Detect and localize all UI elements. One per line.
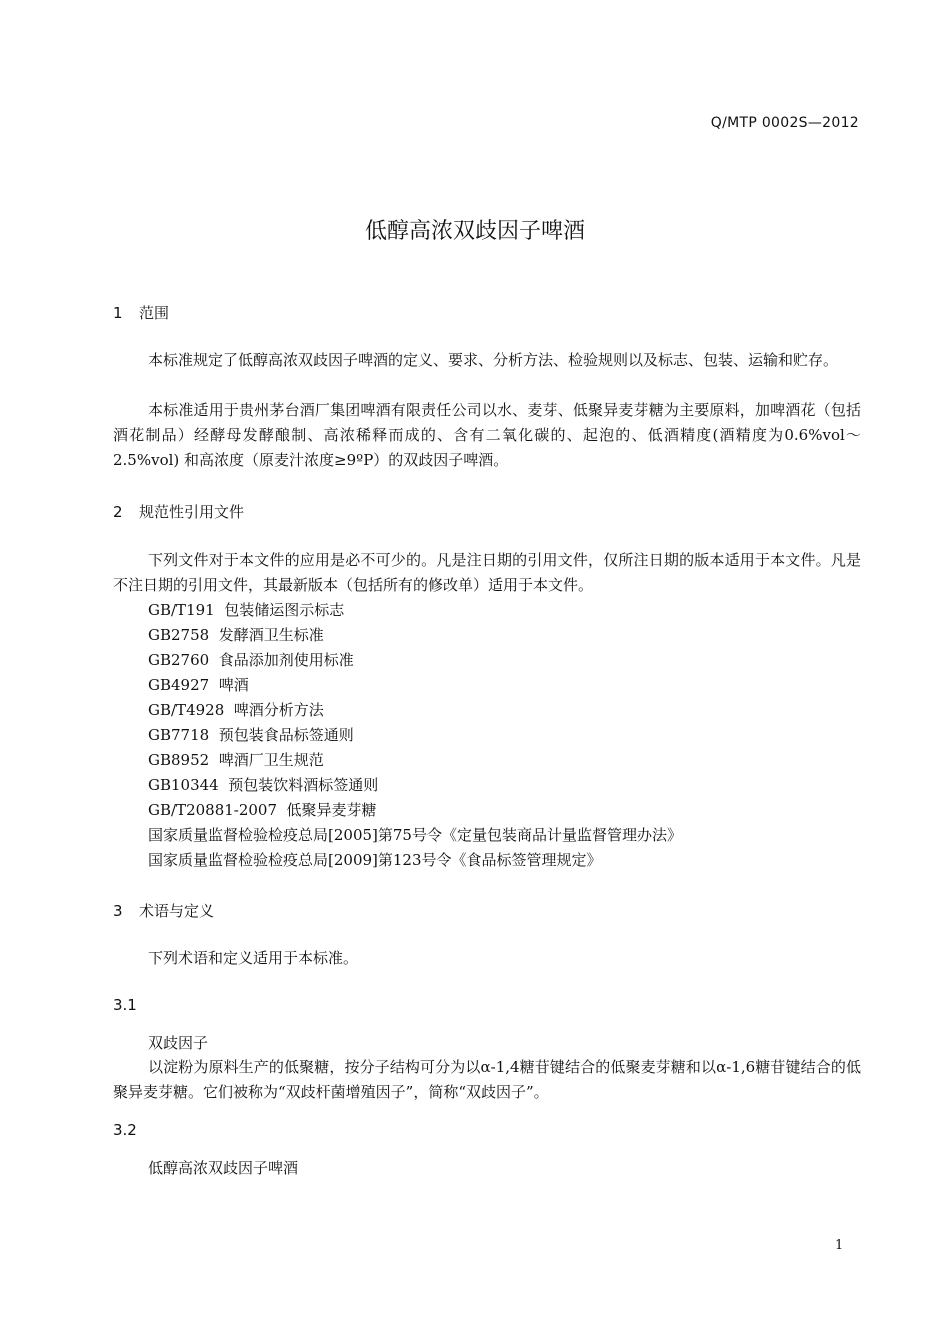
- section-title: 范围: [139, 304, 170, 322]
- section-number: 2: [113, 503, 123, 521]
- section-title: 术语与定义: [139, 902, 215, 920]
- scope-paragraph-1: 本标准规定了低醇高浓双歧因子啤酒的定义、要求、分析方法、检验规则以及标志、包装、运输和贮存。: [148, 351, 839, 369]
- section-title: 规范性引用文件: [139, 503, 245, 521]
- term-name: 双歧因子: [148, 1034, 209, 1052]
- reference-item: 国家质量监督检验检疫总局[2009]第123号令《食品标签管理规定》: [148, 851, 602, 869]
- reference-item: GB2760 食品添加剂使用标准: [148, 651, 354, 669]
- term-name: 低醇高浓双歧因子啤酒: [148, 1159, 299, 1177]
- term-number: 3.2: [113, 1121, 137, 1139]
- term-definition: 以淀粉为原料生产的低聚糖，按分子结构可分为以α-1,4糖苷键结合的低聚麦芽糖和以α-1,6糖苷键结合的低聚异麦芽糖。它们被称为“双歧杆菌增殖因子”，简称“双歧因子”。: [113, 1058, 861, 1101]
- terms-intro: 下列术语和定义适用于本标准。: [148, 949, 359, 967]
- page-number: 1: [835, 1238, 844, 1253]
- reference-item: GB4927 啤酒: [148, 676, 249, 694]
- reference-item: GB8952 啤酒厂卫生规范: [148, 751, 324, 769]
- section-heading-normative-references: [113, 501, 244, 522]
- reference-list: [148, 598, 682, 873]
- section-number: 3: [113, 902, 123, 920]
- references-intro: 下列文件对于本文件的应用是必不可少的。凡是注日期的引用文件，仅所注日期的版本适用于本文件。凡是不注日期的引用文件，其最新版本（包括所有的修改单）适用于本文件。: [113, 551, 861, 594]
- reference-item: GB7718 预包装食品标签通则: [148, 726, 354, 744]
- document-title: 低醇高浓双歧因子啤酒: [364, 219, 585, 244]
- reference-item: GB/T20881-2007 低聚异麦芽糖: [148, 801, 377, 819]
- reference-item: GB10344 预包装饮料酒标签通则: [148, 776, 379, 794]
- document-number: Q/MTP 0002S—2012: [710, 115, 859, 131]
- reference-item: 国家质量监督检验检疫总局[2005]第75号令《定量包装商品计量监督管理办法》: [148, 826, 682, 844]
- reference-item: GB/T191 包装储运图示标志: [148, 601, 345, 619]
- term-number: 3.1: [113, 996, 137, 1014]
- reference-item: GB2758 发酵酒卫生标准: [148, 626, 324, 644]
- section-heading-terms: [113, 900, 214, 921]
- section-number: 1: [113, 304, 123, 322]
- reference-item: GB/T4928 啤酒分析方法: [148, 701, 324, 719]
- scope-paragraph-2: 本标准适用于贵州茅台酒厂集团啤酒有限责任公司以水、麦芽、低聚异麦芽糖为主要原料，加啤酒花（包括酒花制品）经酵母发酵酿制、高浓稀释而成的、含有二氧化碳的、起泡的、低酒精度(酒精度为0.6%vol～ 2.5%vol) 和高浓度（原麦汁浓度≥9ºP）的双歧因子啤酒。: [113, 401, 861, 469]
- section-heading-scope: [113, 302, 169, 323]
